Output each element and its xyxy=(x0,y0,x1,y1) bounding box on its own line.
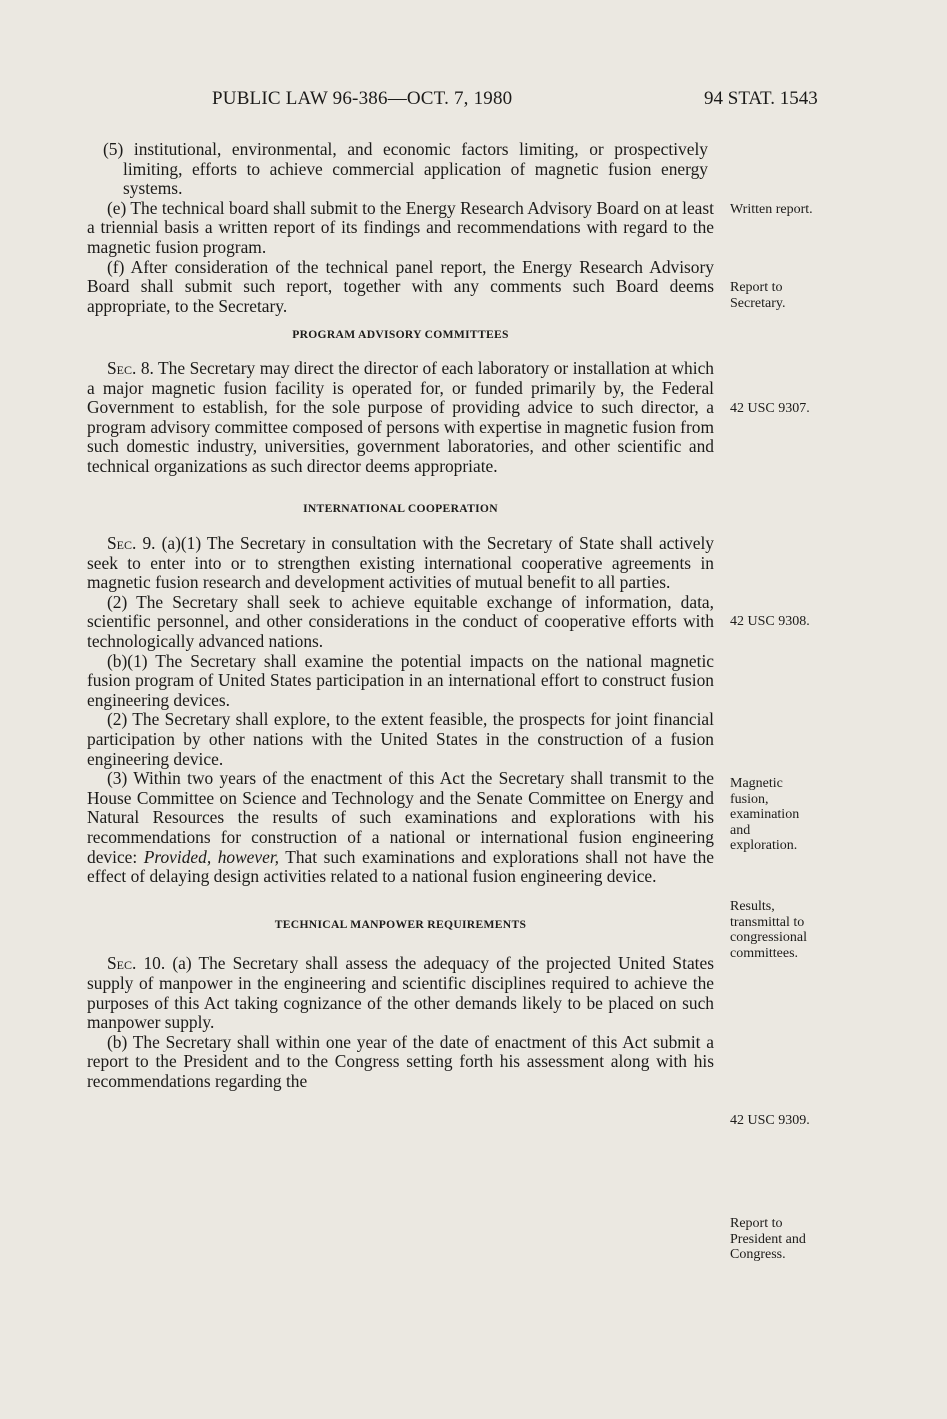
section-10-a xyxy=(87,954,714,1032)
heading-technical-manpower-requirements: TECHNICAL MANPOWER REQUIREMENTS xyxy=(274,917,527,931)
statute-text xyxy=(87,140,714,1092)
margin-note-magnetic-fusion: Magnetic fusion, examination and exploration. xyxy=(730,776,800,854)
section-10-label: Sec. 10. xyxy=(107,953,166,974)
section-9-b3-proviso: Provided, however, xyxy=(143,846,280,867)
heading-international-cooperation: INTERNATIONAL COOPERATION xyxy=(303,501,498,515)
margin-note-usc-9309: 42 USC 9309. xyxy=(730,1113,810,1128)
section-9-b3-text-b: That such examinations and explorations shall not have the effect of delaying design activities related to a national fusion engineering device. xyxy=(87,846,714,887)
heading-program-advisory-committees: PROGRAM ADVISORY COMMITTEES xyxy=(292,328,509,342)
margin-note-results-transmittal: Results, transmittal to congressional committees. xyxy=(730,899,807,961)
section-8-label: Sec. 8. xyxy=(107,357,154,378)
page-header xyxy=(0,88,947,118)
paragraph-f: (f) After consideration of the technical panel report, the Energy Research Advisory Board shall submit such report, together with any comments such Board deems appropriate, to the Secretary. xyxy=(87,256,714,316)
section-9-a1-text: (a)(1) The Secretary in consultation with the Secretary of State shall actively seek to enter into or to strengthen existing international cooperative agreements in magnetic fusion research and development activities of mutual benefit to all parties. xyxy=(87,533,714,593)
statute-page-number: 94 STAT. 1543 xyxy=(704,88,818,109)
section-9-b3 xyxy=(87,769,714,887)
section-8 xyxy=(87,359,714,477)
margin-note-usc-9308: 42 USC 9308. xyxy=(730,614,810,629)
section-9-b1: (b)(1) The Secretary shall examine the potential impacts on the national magnetic fusion program of United States participation in an international effort to construct fusion engineering devices. xyxy=(87,650,714,710)
section-9-a1 xyxy=(87,534,714,593)
section-8-text: The Secretary may direct the director of each laboratory or installation at which a major magnetic fusion facility is operated for, or funded primarily by, the Federal Government to establish, for the sole purpose of providing advice to such director, a program advisory committee composed of persons with expertise in magnetic fusion from such domestic industry, universities, government laboratories, and other scientific and technical organizations as such director deems appropriate. xyxy=(87,357,714,476)
section-10-a-text: (a) The Secretary shall assess the adequacy of the projected United States supply of manpower in the engineering and scientific disciplines required to achieve the purposes of this Act taking cognizance of the other demands likely to be placed on such manpower supply. xyxy=(87,953,714,1033)
section-10-b: (b) The Secretary shall within one year of the date of enactment of this Act submit a report to the President and to the Congress setting forth his assessment along with his recommendations regarding the xyxy=(87,1031,714,1091)
section-9-b2: (2) The Secretary shall explore, to the extent feasible, the prospects for joint financial participation by other nations with the United States in the construction of a fusion engineering device. xyxy=(87,709,714,769)
margin-note-usc-9307: 42 USC 9307. xyxy=(730,401,810,416)
paragraph-5: (5) institutional, environmental, and economic factors limiting, or prospectively limiting, efforts to achieve commercial application of magnetic fusion energy systems. xyxy=(103,139,708,199)
paragraph-e: (e) The technical board shall submit to the Energy Research Advisory Board on at least a triennial basis a written report of its findings and recommendations with regard to the magnetic fusion program. xyxy=(87,197,714,257)
section-9-a2: (2) The Secretary shall seek to achieve equitable exchange of information, data, scientific personnel, and other considerations in the conduct of cooperative efforts with technologically advanced nations. xyxy=(87,591,714,652)
section-9-b3-text-a: (3) Within two years of the enactment of this Act the Secretary shall transmit to the House Committee on Science and Technology and the Senate Committee on Energy and Natural Resources the results of such examinations and explorations with his recommendations for construction of a national or international fusion engineering device: xyxy=(87,768,714,867)
section-9-label: Sec. 9. xyxy=(107,533,156,554)
margin-note-report-to-president: Report to President and Congress. xyxy=(730,1216,806,1263)
margin-note-report-to-secretary: Report to Secretary. xyxy=(730,280,786,311)
margin-note-written-report: Written report. xyxy=(730,202,813,217)
running-title: PUBLIC LAW 96-386—OCT. 7, 1980 xyxy=(212,88,513,109)
